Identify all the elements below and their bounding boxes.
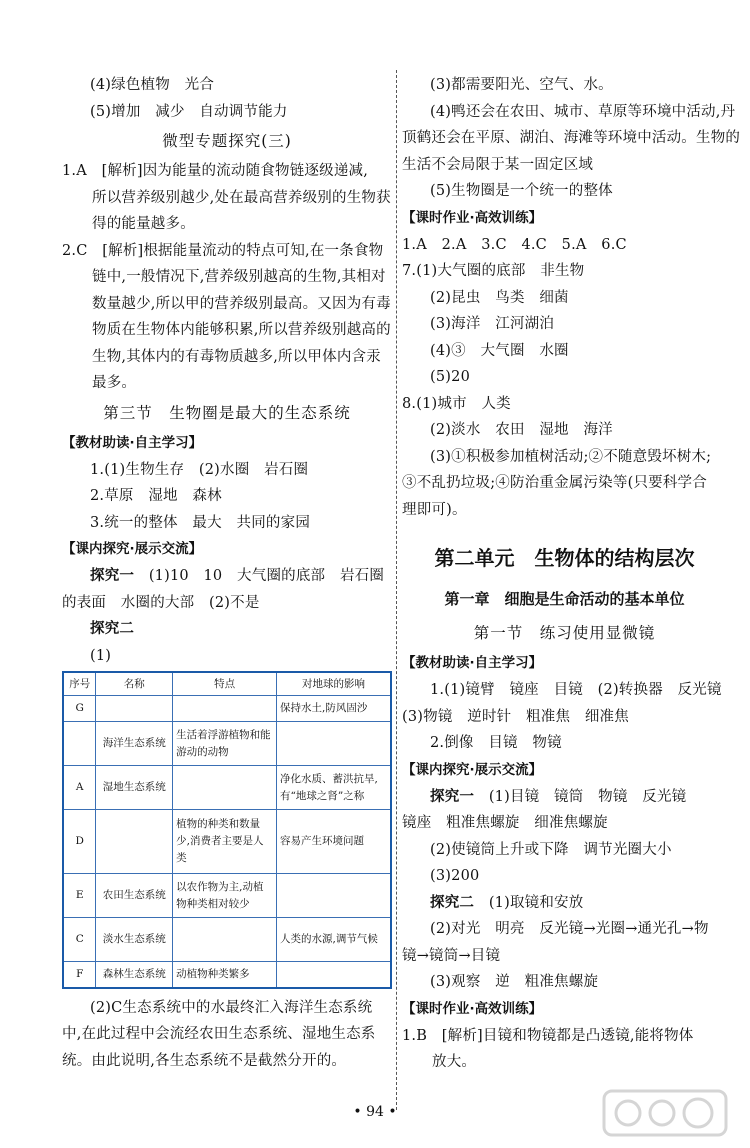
section-tag: 【课内探究·展示交流】 [62, 541, 203, 557]
table-cell: 植物的种类和数量少,消费者主要是人类 [173, 810, 277, 874]
table-row [63, 918, 391, 962]
table-header: 特点 [173, 672, 277, 696]
text-line: (4)③ 大气圈 水圈 [430, 342, 569, 359]
text-line: 1.(1)镜臂 镜座 目镜 (2)转换器 反光镜 [430, 682, 722, 698]
table-cell: 湿地生态系统 [96, 766, 173, 810]
column-divider [396, 70, 397, 1110]
text-line: (3)①积极参加植树活动;②不随意毁坏树木; [430, 448, 712, 465]
table-cell: 海洋生态系统 [96, 722, 173, 766]
text-line: (3)物镜 逆时针 粗准焦 细准焦 [402, 708, 629, 725]
page-number: • 94 • [353, 1104, 397, 1120]
text-line: 7.(1)大气圈的底部 非生物 [402, 263, 585, 279]
unit-title: 第二单元 生物体的结构层次 [434, 546, 695, 570]
table-cell: 人类的水源,调节气候 [277, 918, 391, 962]
table-cell: 淡水生态系统 [96, 918, 173, 962]
text-line: (5)增加 减少 自动调节能力 [90, 103, 288, 120]
section-title: 微型专题探究(三) [162, 132, 292, 150]
table-cell [63, 722, 96, 766]
table-cell [277, 722, 391, 766]
table-cell: G [63, 696, 96, 722]
table-cell: 以农作物为主,动植物种类相对较少 [173, 874, 277, 918]
table-cell: 净化水质、蓄洪抗旱,有“地球之肾”之称 [277, 766, 391, 810]
watermark-logo-icon [600, 1085, 730, 1140]
table-header: 序号 [63, 672, 96, 696]
text-line: 2.倒像 目镜 物镜 [430, 735, 562, 751]
text-line: 镜→镜筒→目镜 [402, 947, 501, 964]
table-header: 名称 [96, 672, 173, 696]
text-line: 镜座 粗准焦螺旋 细准焦螺旋 [402, 815, 608, 831]
text-line: (1) [90, 647, 112, 664]
left-column [62, 72, 392, 1074]
text-line: (3)海洋 江河湖泊 [430, 316, 555, 332]
table-cell [277, 874, 391, 918]
table-header-row [63, 672, 391, 696]
text-line: 1.A 2.A 3.C 4.C 5.A 6.C [402, 236, 627, 253]
text-line: 最多。 [92, 375, 137, 391]
text-line: 中,在此过程中会流经农田生态系统、湿地生态系 [62, 1026, 376, 1042]
text-line: 生物,其体内的有毒物质越多,所以甲体内含汞 [92, 348, 381, 365]
text-line: 统。由此说明,各生态系统不是截然分开的。 [62, 1052, 347, 1069]
text-line: (2)昆虫 鸟类 细菌 [430, 289, 569, 306]
section-tag: 【课时作业·高效训练】 [402, 1000, 543, 1017]
text-line: (2)淡水 农田 湿地 海洋 [430, 422, 613, 438]
table-cell: E [63, 874, 96, 918]
explore-label: 探究一 [90, 567, 135, 584]
table-cell: 森林生态系统 [96, 962, 173, 988]
table-cell [96, 696, 173, 722]
section-tag: 【教材助读·自主学习】 [62, 434, 203, 451]
table-cell [96, 810, 173, 874]
table-cell: 动植物种类繁多 [173, 962, 277, 988]
text-line: 8.(1)城市 人类 [402, 395, 511, 412]
table-row [63, 962, 391, 988]
text-line [62, 563, 392, 590]
text-line: 理即可)。 [402, 501, 467, 518]
text-line: (2)C生态系统中的水最终汇入海洋生态系统 [90, 999, 373, 1016]
text-line [402, 890, 727, 917]
text-line: 所以营养级别越少,处在最高营养级别的生物获 [92, 189, 391, 206]
table-cell: F [63, 962, 96, 988]
text-line: ③不乱扔垃圾;④防治重金属污染等(只要科学合 [402, 475, 707, 491]
text-line: 链中,一般情况下,营养级别越高的生物,其相对 [92, 269, 386, 285]
table-cell [173, 918, 277, 962]
text-line: (4)鸭还会在农田、城市、草原等环境中活动,丹 [430, 103, 736, 120]
text-line: (2)对光 明亮 反光镜→光圈→通光孔→物 [430, 921, 709, 937]
text-line: 3.统一的整体 最大 共同的家园 [90, 514, 311, 531]
table-cell: A [63, 766, 96, 810]
text-line: (3)都需要阳光、空气、水。 [430, 77, 613, 93]
text-line: 生活不会局限于某一固定区域 [402, 156, 594, 173]
text-line: 1.A [解析]因为能量的流动随食物链逐级递减, [62, 163, 369, 179]
section-title: 第一节 练习使用显微镜 [473, 624, 656, 642]
section-tag: 【教材助读·自主学习】 [402, 655, 543, 671]
table-cell: D [63, 810, 96, 874]
table-cell [173, 766, 277, 810]
chapter-title: 第一章 细胞是生命活动的基本单位 [444, 590, 685, 608]
section-tag: 【课时作业·高效训练】 [402, 209, 543, 226]
text-line: (3)观察 逆 粗准焦螺旋 [430, 974, 599, 990]
explore-text: (1)目镜 镜筒 物镜 反光镜 [488, 788, 687, 805]
table-row [63, 874, 391, 918]
section-tag: 【课内探究·展示交流】 [402, 761, 543, 778]
text-line: (5)20 [430, 369, 470, 385]
table-cell: 生活着浮游植物和能游动的动物 [173, 722, 277, 766]
section-title: 第三节 生物圈是最大的生态系统 [103, 403, 351, 422]
ecosystem-table [62, 671, 392, 989]
text-line: 1.(1)生物生存 (2)水圈 岩石圈 [90, 461, 309, 478]
text-line: 顶鹤还会在平原、湖泊、海滩等环境中活动。生物的 [402, 130, 741, 146]
table-cell [277, 962, 391, 988]
text-line: 的表面 水圈的大部 (2)不是 [62, 594, 260, 611]
table-cell: C [63, 918, 96, 962]
text-line: (5)生物圈是一个统一的整体 [430, 183, 613, 199]
table-header: 对地球的影响 [277, 672, 391, 696]
right-column [402, 72, 741, 1076]
text-line: (3)200 [430, 868, 480, 884]
explore-label: 探究二 [430, 893, 475, 911]
explore-text: (1)10 10 大气圈的底部 岩石圈 [148, 568, 385, 584]
explore-text: (1)取镜和安放 [488, 894, 584, 911]
table-cell: 农田生态系统 [96, 874, 173, 918]
text-line: 2.草原 湿地 森林 [90, 488, 222, 504]
text-line: 放大。 [432, 1054, 477, 1070]
text-line: 1.B [解析]目镜和物镜都是凸透镜,能将物体 [402, 1027, 694, 1044]
table-row [63, 696, 391, 722]
text-line: (2)使镜筒上升或下降 调节光圈大小 [430, 841, 672, 858]
text-line: 数量越少,所以甲的营养级别最高。又因为有毒 [92, 295, 391, 312]
explore-label: 探究一 [430, 787, 475, 805]
explore-label: 探究二 [90, 620, 135, 637]
text-line: 物质在生物体内能够积累,所以营养级别越高的 [92, 322, 391, 338]
table-row [63, 810, 391, 874]
table-row [63, 766, 391, 810]
table-cell: 容易产生环境问题 [277, 810, 391, 874]
text-line: 得的能量越多。 [92, 216, 195, 232]
text-line: (4)绿色植物 光合 [90, 77, 215, 93]
text-line [402, 784, 727, 811]
table-cell [173, 696, 277, 722]
table-cell: 保持水土,防风固沙 [277, 696, 391, 722]
table-row [63, 722, 391, 766]
text-line: 2.C [解析]根据能量流动的特点可知,在一条食物 [62, 242, 384, 259]
